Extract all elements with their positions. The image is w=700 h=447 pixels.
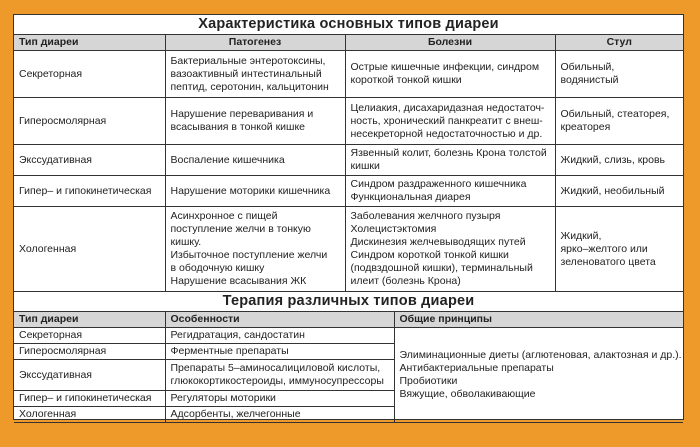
features-cell [165, 344, 394, 360]
diarrhea-reference-sheet [13, 14, 684, 420]
pathogenesis-cell-line: Бактериальные энтеротоксины, [170, 54, 326, 67]
features-cell-line: Ферментные препараты [170, 345, 289, 357]
pathogenesis-cell-line: Избыточное поступление желчи [170, 249, 328, 261]
general-principles-cell [394, 328, 683, 423]
table-row [14, 145, 683, 176]
stool-cell-line: ярко–желтого или [560, 242, 648, 255]
pathogenesis-cell-line: пептид, серотонин, кальцитонин [170, 80, 329, 93]
features-cell-line: Регидратация, сандостатин [170, 329, 305, 341]
diseases-cell-line: короткой тонкой кишки [350, 74, 462, 86]
diseases-cell-line: Язвенный колит, болезнь Крона толстой [350, 147, 547, 159]
diarrhea-type-cell: Хологенная [14, 207, 165, 292]
diseases-cell-line: Синдром короткой тонкой кишки [350, 249, 509, 261]
diarrhea-type-cell: Гиперосмолярная [14, 98, 165, 145]
col-header-type: Тип диареи [14, 35, 165, 51]
diarrhea-type-cell: Секреторная [14, 51, 165, 98]
features-cell-line: Адсорбенты, желчегонные [170, 408, 301, 420]
stool-cell-line: зеленоватого цвета [560, 255, 656, 268]
col-header-stool: Стул [555, 35, 683, 51]
table-row [14, 328, 683, 344]
table-row [14, 207, 683, 292]
pathogenesis-cell-line: вазоактивный интестинальный [170, 67, 322, 80]
diseases-cell-line: (подвздошной кишки), терминальный [350, 262, 533, 274]
pathogenesis-cell-line: кишку. [170, 236, 202, 248]
general-principles-cell-line: Пробиотики [399, 375, 458, 387]
table-row [14, 51, 683, 98]
pathogenesis-cell [165, 51, 345, 98]
pathogenesis-cell-line: Воспаление кишечника [170, 153, 285, 166]
features-cell [165, 360, 394, 391]
diarrhea-type-cell: Секреторная [14, 328, 165, 344]
stool-cell [555, 98, 683, 145]
pathogenesis-cell-line: всасывания в тонкой кишке [170, 121, 306, 133]
stool-cell-line: Жидкий, [560, 229, 602, 242]
stool-cell-line: Жидкий, слизь, кровь [560, 153, 666, 166]
table2-title: Терапия различных типов диареи [14, 292, 683, 312]
diseases-cell [345, 207, 555, 292]
stool-cell-line: креаторея [560, 121, 611, 133]
pathogenesis-cell-line: Нарушение переваривания и [170, 108, 314, 120]
features-cell [165, 391, 394, 407]
stool-cell-line: водянистый [560, 74, 619, 86]
diseases-cell-line: илеит (болезнь Крона) [350, 275, 461, 287]
features-cell-line: глюкокортикостероиды, иммуносупрессоры [170, 375, 384, 387]
table-row [14, 98, 683, 145]
diseases-cell-line: кишки [350, 160, 380, 172]
diseases-cell-line: Синдром раздраженного кишечника [350, 178, 527, 190]
pathogenesis-cell-line: Нарушение всасывания ЖК [170, 275, 307, 287]
col-header-diseases: Болезни [345, 35, 555, 51]
pathogenesis-cell [165, 176, 345, 207]
pathogenesis-cell-line: Асинхронное с пищей [170, 210, 278, 222]
pathogenesis-cell [165, 207, 345, 292]
diseases-cell-line: Заболевания желчного пузыря [350, 210, 501, 222]
col-header-type: Тип диареи [14, 312, 165, 328]
diseases-cell-line: Острые кишечные инфекции, синдром [350, 61, 540, 73]
table-row [14, 176, 683, 207]
general-principles-cell-line: Антибактериальные препараты [399, 362, 554, 374]
general-principles-cell-line: Элиминационные диеты (аглютеновая, алактозная и др.). [399, 349, 682, 361]
stool-cell-line: Обильный, стеаторея, [560, 108, 670, 120]
features-cell-line: Регуляторы моторики [170, 392, 276, 404]
diseases-cell-line: Холецистэктомия [350, 223, 437, 235]
stool-cell [555, 145, 683, 176]
col-header-features: Особенности [165, 312, 394, 328]
col-header-pathogenesis: Патогенез [165, 35, 345, 51]
diseases-cell [345, 51, 555, 98]
stool-cell [555, 207, 683, 292]
diseases-cell-line: Целиакия, дисахаридазная недостаточ- [350, 101, 545, 114]
pathogenesis-cell-line: Нарушение моторики кишечника [170, 184, 331, 197]
therapy-table [14, 292, 683, 423]
pathogenesis-cell [165, 145, 345, 176]
diarrhea-type-cell: Гипер– и гипокинетическая [14, 391, 165, 407]
pathogenesis-cell [165, 98, 345, 145]
diseases-cell [345, 145, 555, 176]
diarrhea-type-cell: Гиперосмолярная [14, 344, 165, 360]
table1-title: Характеристика основных типов диареи [14, 15, 683, 35]
diseases-cell-line: Функциональная диарея [350, 191, 471, 203]
diarrhea-types-table [14, 15, 683, 292]
features-cell [165, 407, 394, 423]
diseases-cell-line: несекреторной недостаточностью и др. [350, 127, 543, 140]
diarrhea-type-cell: Экссудативная [14, 145, 165, 176]
pathogenesis-cell-line: поступление желчи в тонкую [170, 223, 311, 235]
diarrhea-type-cell: Хологенная [14, 407, 165, 423]
stool-cell-line: Жидкий, необильный [560, 184, 665, 197]
stool-cell [555, 51, 683, 98]
features-cell [165, 328, 394, 344]
stool-cell-line: Обильный, [560, 61, 615, 73]
diarrhea-type-cell: Экссудативная [14, 360, 165, 391]
pathogenesis-cell-line: в ободочную кишку [170, 262, 265, 274]
diseases-cell [345, 98, 555, 145]
diseases-cell-line: ность, хронический панкреатит с внеш- [350, 114, 543, 127]
stool-cell [555, 176, 683, 207]
diseases-cell [345, 176, 555, 207]
general-principles-cell-line: Вяжущие, обволакивающие [399, 388, 536, 400]
features-cell-line: Препараты 5–аминосалициловой кислоты, [170, 362, 381, 374]
diseases-cell-line: Дискинезия желчевыводящих путей [350, 236, 526, 248]
col-header-general-principles: Общие принципы [394, 312, 683, 328]
diarrhea-type-cell: Гипер– и гипокинетическая [14, 176, 165, 207]
